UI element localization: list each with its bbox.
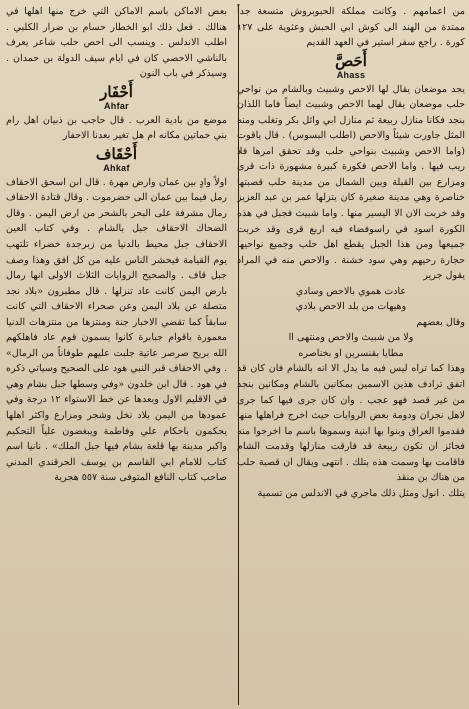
entry-title-ahkaf-arabic: أَحْقَاف [95,144,138,163]
entry-ahass-body-continued: وهذا كما تراه ليس فيه ما يدل الا انه بالشام فان كان قد اتفق ترادف هذين الاسمين بمكانين بالشام ومكانين بنجد من غير قصد فهو عجب . وان كان جرى فيها كما جرى لاهل نجران ودومة بعض الروايات حيث اخرج فراهلها منها فقدموا العراق وبنوا بها ابنية وسموها باسم ما اخرجوا منه فجائز ان تكون ربيعة قد فارقت منازلها وقدمت الشام فاقامت بها وسمت هذه بتلك . انتهى ويقال ان قصبة حلب من هناك بن منقذ [237,363,465,484]
left-intro-paragraph: بعض الاماكن باسم الاماكن التي خرج منها اهلها في هنالك . فعل ذلك ابو الخطار حسام بن ضرار الكلبي . اطلب الاندلس . وينسب الى احص حلب شاعر يعرف بالناشي الاحصي كان في ايام سيف الدولة بن حمدان . وسيذكر في باب النون [6,6,227,80]
right-column [237,4,465,705]
entry-ahass-bridge-text: وقال بعضهم [416,316,465,328]
entry-ahkaf-body: اولاً وادٍ بين عمان وارض مهرة . قال ابن اسحق الاحقاف رمل فيما بين عمان الى حضرموت . وقال قتادة الاحقاف رمال مشرفة على البحر بالشحر من ارض اليمن . وقال الضحاك الاحقاف جبل بالشام . وفي كتاب العين الاحقاف جبل محيط بالدنيا من زبرجدة خضراء تلتهب يوم القيامة فيحشر الناس عليه من كل افق وهذا وصف جبل قاف . والصحيح الروايات الثلاث الاولى انها رمال بارض اليمن كانت عاد تنزلها . قال مطبرون «بلاد نجد متصلة عن بلاد اليمن وعن صحراء الاحقاف التي كانت سابقاً كما تقضي الاخبار جنة ومنتزها من منتزهات الدنيا معمورة باقوام جبابرة كانوا يسمون قوم عاد فاهلكهم الله بريح صرصر عاتية جلبت عليهم طوفاناً من الرمال» . وفي الاحقاف قبر النبي هود على الصحيح وسياتي ذكره في هود . قال ابن خلدون «وفي وسطها جبل بشام وهي في الاقليم الاول وبعدها عن خط الاستواء ١٢ درجة وفي عمودها من اليمن بلاد نخل وشجر ومزارع واكثر اهلها يحكمون باحكام علي وفاطمة ويبغضون علياً التحكيم واكبر مدينة بها قلعة بشام فيها جبل الملك» . نانيا اسم كتاب للامام ابي القاسم بن يوسف الحرقندي المدني صاحب كتاب النافع المتوفى سنة ٥٥٧ هجرية [6,176,227,484]
entry-title-ahass-arabic: أَحَصَّ [335,51,367,70]
entry-ahass-body: يجد موضعان يقال لها الاحص وشبيث وبالشام من نواحي حلب موضعان يقال لهما الاحص وشبيث ايضاً فاما اللذان بنجد فكانا منازل ربيعة ثم منازل ابي وائل بكر وتغلب ومنه المثل جاورت شيئاً والاحص (اطلب البسوس) . قال ياقوت (واما الاحص وشبيث بنواحي حلب وقد تحقق امرها فلا ريب فيها . واما الاحص فكورة كبيرة مشهورة ذات قرى ومزارع بين القبلة وبين الشمال من مدينة حلب قصبتها خناصرة وهي مدينة صغيرة كان يتزلها عمر بن عبد العزيز وقد خربت الان الا اليسير منها . واما شبيث فجبل في هذه الكورة اسود في راسوفضاء فيه اربع قرى وقد خربت جميعها ومن هذا الجبل يقطع اهل حلب وجميع نواحيها حجارة رحيهم وهي سود خشنة . والاحص منه في المراد يقول جرير [237,83,465,282]
entry-title-ahkaf-latin: Ahkaf [103,162,130,173]
entry-title-ahfar-latin: Ahfar [103,100,129,111]
verse-line: ولا من شبيث والاحص ومنتهى اا [288,332,414,344]
entry-title-ahfar-arabic: أَحْفَار [100,82,133,101]
column-divider [238,4,239,705]
verse-line: عادت هموي بالاحص وسادي [295,285,407,297]
entry-title-ahass-latin: Ahass [336,69,366,80]
left-column [6,4,227,705]
entry-ahfar-body: موضع من بادية العرب . قال حاجب بن ذبيان اهل رام بني حماتين مكانه ام هل تغير بعدنا الاحفار [6,114,227,142]
verse-line: وهيهات من بلد الاحص بلادي [295,301,407,313]
right-intro-paragraph: من اعمامهم . وكانت مملكة الحبوبروش متسعة جداً ممتدة من الهند الى كوش ابي الحبش وعثوية على ١٢٧ كورة . راجع سفر استير في العهد القديم [237,6,465,49]
right-footer-line: يتلك . انول ومثل ذلك ماجري في الاندلس من تسمية [257,487,465,499]
verse-line: مطايا بقنسرين او بخناصره [298,347,404,359]
